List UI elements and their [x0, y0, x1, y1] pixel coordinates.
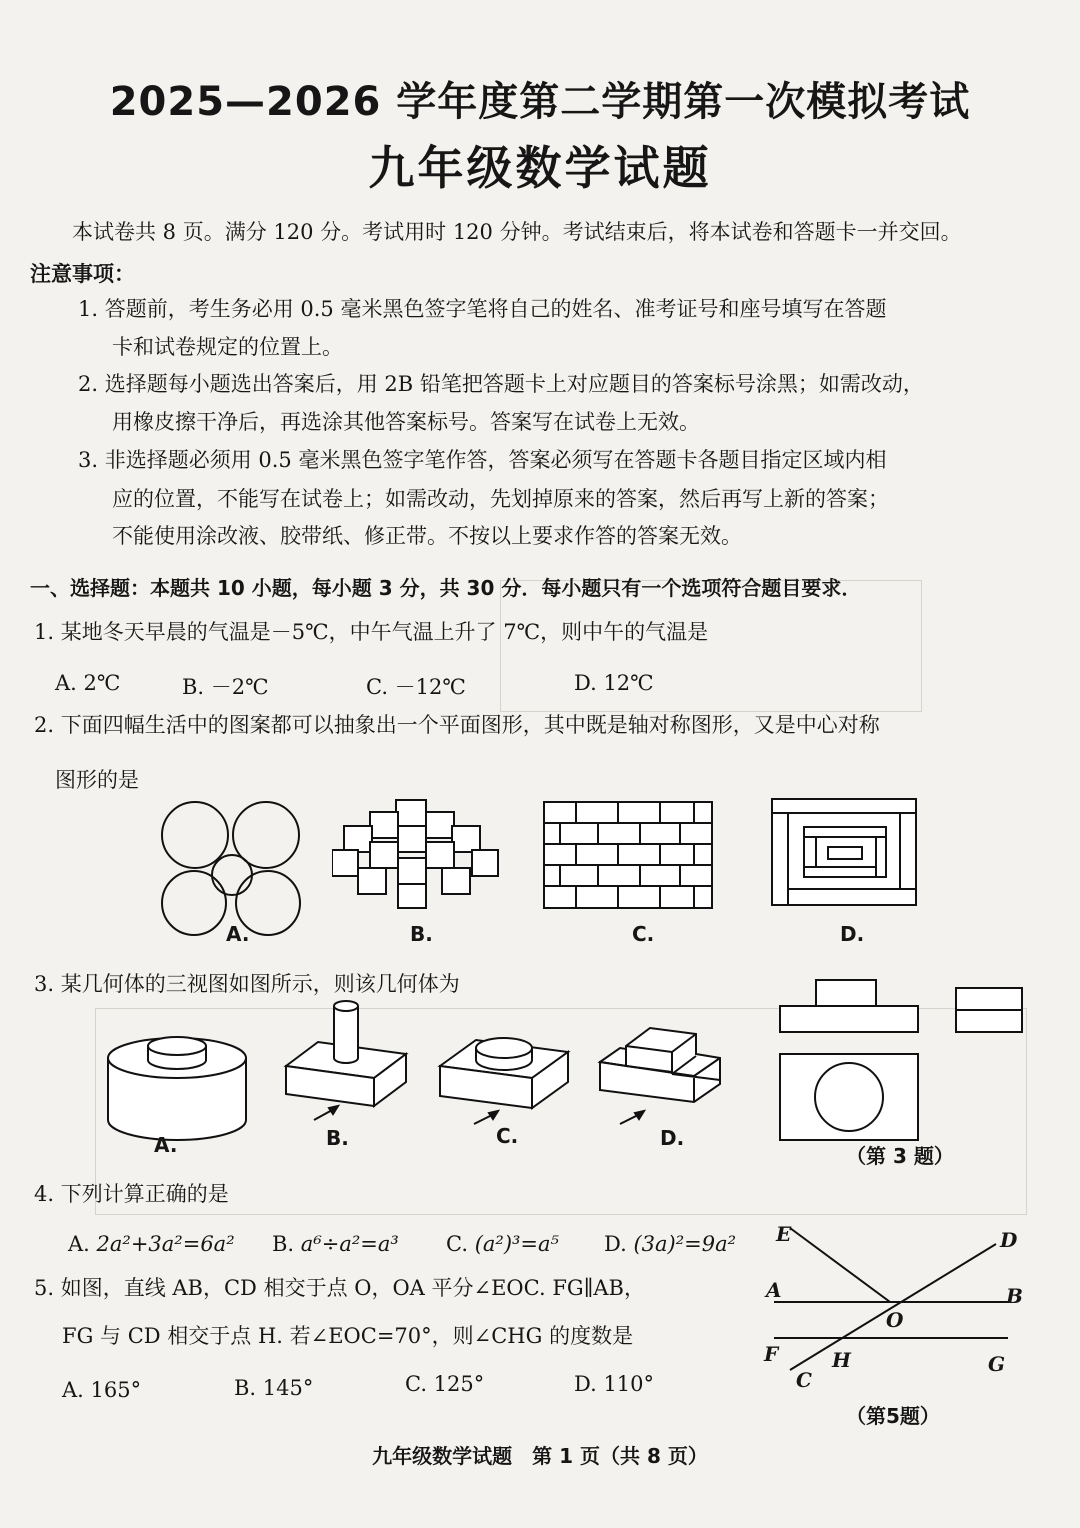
q4-c-expression: (a²)³=a⁵ [474, 1232, 559, 1256]
question-1-option-b: B. －2℃ [182, 675, 269, 699]
note-3-line-1: 3. 非选择题必须用 0.5 毫米黑色签字笔作答，答案必须写在答题卡各题目指定区域内相 [78, 448, 887, 472]
question-5-option-d: D. 110° [574, 1372, 655, 1396]
q3-label-a: A. [154, 1133, 178, 1157]
q2-label-c: C. [632, 922, 655, 946]
q4-b-label: B. [272, 1232, 295, 1256]
question-1-option-a: A. 2℃ [55, 671, 121, 695]
question-4-option-c [446, 1232, 559, 1256]
q2-figure-d-frames [770, 797, 918, 907]
question-1-stem: 1. 某地冬天早晨的气温是－5℃，中午气温上升了 7℃，则中午的气温是 [34, 620, 709, 644]
q5-point-d: D [1000, 1228, 1018, 1252]
note-3-line-3: 不能使用涂改液、胶带纸、修正带。不按以上要求作答的答案无效。 [112, 524, 742, 548]
q4-d-label: D. [604, 1232, 627, 1256]
question-4-option-a [68, 1232, 235, 1256]
q2-figure-b-tiles [332, 798, 500, 910]
question-2-stem-line-1: 2. 下面四幅生活中的图案都可以抽象出一个平面图形，其中既是轴对称图形，又是中心对称 [34, 713, 880, 737]
q5-point-h: H [832, 1348, 851, 1372]
question-5-option-a: A. 165° [62, 1378, 142, 1402]
question-4-stem: 4. 下列计算正确的是 [34, 1182, 229, 1206]
notes-heading: 注意事项： [30, 262, 135, 286]
q2-label-d: D. [840, 922, 865, 946]
section-1-heading: 一、选择题：本题共 10 小题，每小题 3 分，共 30 分．每小题只有一个选项符合题目要求． [30, 576, 862, 600]
q3-label-c: C. [496, 1124, 519, 1148]
q3-figure-a-stacked-cylinders [102, 1030, 252, 1148]
q3-figure-b-cylinder-on-slab [282, 996, 410, 1126]
q5-point-c: C [796, 1368, 812, 1392]
q2-figure-c-bricks [542, 800, 714, 910]
intro-text: 本试卷共 8 页。满分 120 分。考试用时 120 分钟。考试结束后，将本试卷和答题卡一并交回。 [72, 220, 962, 244]
q4-b-expression: a⁶÷a²=a³ [300, 1232, 399, 1256]
q3-three-views [774, 976, 1032, 1146]
q5-point-a: A [766, 1278, 782, 1302]
q4-d-expression: (3a)²=9a² [633, 1232, 737, 1256]
q3-caption: （第 3 题） [846, 1144, 954, 1168]
question-1-option-d: D. 12℃ [574, 671, 654, 695]
q5-point-e: E [776, 1222, 792, 1246]
note-2-line-2: 用橡皮擦干净后，再选涂其他答案标号。答案写在试卷上无效。 [112, 410, 700, 434]
q5-caption: （第5题） [846, 1404, 940, 1428]
subject-title: 九年级数学试题 [368, 141, 712, 195]
q2-label-a: A. [226, 922, 250, 946]
note-2-line-1: 2. 选择题每小题选出答案后，用 2B 铅笔把答题卡上对应题目的答案标号涂黑；如需改动， [78, 372, 924, 396]
question-5-stem-line-1: 5. 如图，直线 AB，CD 相交于点 O，OA 平分∠EOC. FG∥AB， [34, 1276, 645, 1300]
q3-label-b: B. [326, 1126, 349, 1150]
note-3-line-2: 应的位置，不能写在试卷上；如需改动，先划掉原来的答案，然后再写上新的答案； [112, 487, 889, 511]
question-5-option-b: B. 145° [234, 1376, 314, 1400]
page-footer: 九年级数学试题 第 1 页（共 8 页） [372, 1444, 708, 1468]
question-2-stem-line-2: 图形的是 [55, 768, 139, 792]
question-4-option-d [604, 1232, 736, 1256]
question-1-option-c: C. －12℃ [366, 675, 466, 699]
note-1-line-2: 卡和试卷规定的位置上。 [112, 335, 343, 359]
q3-figure-d-stepped-block [596, 1018, 724, 1128]
q2-figure-a-circles [158, 795, 314, 941]
q5-point-o: O [886, 1308, 904, 1332]
q5-point-b: B [1006, 1284, 1023, 1308]
q5-point-f: F [764, 1342, 779, 1366]
q4-c-label: C. [446, 1232, 468, 1256]
exam-title: 2025—2026 学年度第二学期第一次模拟考试 [109, 79, 971, 125]
question-5-stem-line-2: FG 与 CD 相交于点 H. 若∠EOC=70°，则∠CHG 的度数是 [62, 1324, 634, 1348]
q5-point-g: G [988, 1352, 1006, 1376]
question-5-option-c: C. 125° [405, 1372, 485, 1396]
q4-a-expression: 2a²+3a²=6a² [96, 1232, 235, 1256]
question-4-option-b [272, 1232, 399, 1256]
q2-label-b: B. [410, 922, 433, 946]
q3-label-d: D. [660, 1126, 685, 1150]
q4-a-label: A. [68, 1232, 90, 1256]
question-3-stem: 3. 某几何体的三视图如图所示，则该几何体为 [34, 972, 460, 996]
q3-figure-c-disc-on-slab [436, 1026, 572, 1126]
note-1-line-1: 1. 答题前，考生务必用 0.5 毫米黑色签字笔将自己的姓名、准考证号和座号填写在答题 [78, 297, 887, 321]
